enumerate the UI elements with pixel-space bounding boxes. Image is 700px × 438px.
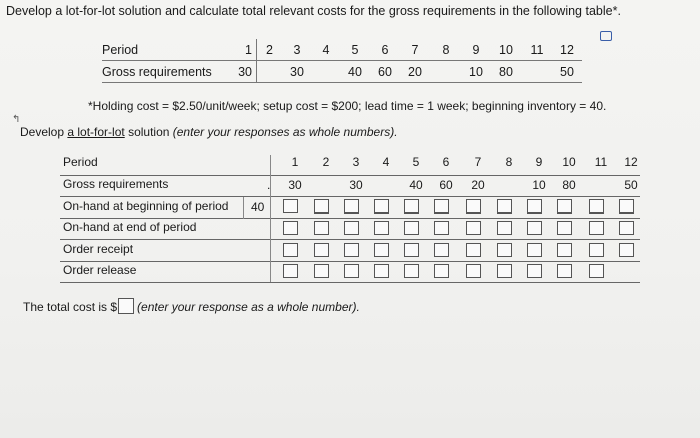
- total-label: The total cost is $: [23, 300, 118, 314]
- period-header: 2: [322, 155, 330, 169]
- order-receipt-input[interactable]: [434, 243, 449, 257]
- order-receipt-input[interactable]: [283, 243, 298, 257]
- row-label: On-hand at end of period: [63, 220, 197, 234]
- gross-value: 80: [562, 178, 576, 192]
- period-cell: 8: [442, 42, 450, 57]
- order-release-input[interactable]: [527, 264, 542, 278]
- order-release-input[interactable]: [589, 264, 604, 278]
- period-header: 11: [594, 155, 608, 169]
- period-header: 10: [562, 155, 576, 169]
- gross-value: 40: [409, 178, 423, 192]
- row-label: Gross requirements: [63, 177, 169, 191]
- total-hint: (enter your response as a whole number).: [137, 300, 360, 314]
- column-divider: [243, 197, 244, 219]
- gross-value: 10: [532, 178, 546, 192]
- on-hand-beginning-input[interactable]: [527, 199, 542, 213]
- order-release-input[interactable]: [557, 264, 572, 278]
- on-hand-end-input[interactable]: [283, 221, 298, 235]
- gross-cell: 50: [560, 64, 574, 79]
- order-release-input[interactable]: [466, 264, 481, 278]
- on-hand-beginning-input[interactable]: [404, 199, 419, 213]
- period-cell: 2: [266, 42, 273, 57]
- row-divider: [60, 175, 640, 176]
- row-label: Order receipt: [63, 242, 134, 256]
- on-hand-beginning-input[interactable]: [434, 199, 449, 213]
- order-release-input[interactable]: [434, 264, 449, 278]
- gross-cell: 30: [290, 64, 304, 79]
- on-hand-beginning-input[interactable]: [557, 199, 572, 213]
- order-release-input[interactable]: [344, 264, 359, 278]
- period-header: 5: [412, 155, 420, 169]
- order-receipt-input[interactable]: [404, 243, 419, 257]
- on-hand-end-input[interactable]: [497, 221, 512, 235]
- on-hand-beginning-input[interactable]: [497, 199, 512, 213]
- on-hand-end-input[interactable]: [434, 221, 449, 235]
- order-release-input[interactable]: [404, 264, 419, 278]
- period-header: 9: [535, 155, 543, 169]
- period-header: 6: [442, 155, 450, 169]
- row-divider: [60, 239, 640, 240]
- row-label: Period: [63, 155, 98, 169]
- gross-cell: [312, 61, 340, 83]
- order-receipt-input[interactable]: [619, 243, 634, 257]
- period-cell: 3: [293, 42, 301, 57]
- on-hand-end-input[interactable]: [314, 221, 329, 235]
- on-hand-end-input[interactable]: [589, 221, 604, 235]
- instruction-lead: Develop: [20, 125, 65, 139]
- on-hand-beginning-input[interactable]: [619, 199, 634, 213]
- row-divider: [60, 261, 640, 262]
- order-receipt-input[interactable]: [497, 243, 512, 257]
- dot-mark: .: [267, 178, 271, 192]
- order-receipt-input[interactable]: [466, 243, 481, 257]
- gross-cell: [257, 61, 283, 83]
- order-release-input[interactable]: [283, 264, 298, 278]
- total-cost-input[interactable]: [118, 298, 134, 314]
- row-divider: [60, 282, 640, 283]
- on-hand-end-input[interactable]: [374, 221, 389, 235]
- row-label: On-hand at beginning of period: [63, 199, 229, 213]
- gross-value: 20: [471, 178, 485, 192]
- on-hand-beginning-input[interactable]: [314, 199, 329, 213]
- period-header: 8: [505, 155, 513, 169]
- row-divider: [60, 196, 640, 197]
- gross-value: 30: [288, 178, 302, 192]
- order-release-input[interactable]: [314, 264, 329, 278]
- period-label: Period: [102, 42, 139, 57]
- period-cell: 7: [411, 42, 419, 57]
- order-receipt-input[interactable]: [374, 243, 389, 257]
- period-header: 1: [291, 155, 299, 169]
- period-cell: 5: [351, 42, 359, 57]
- order-receipt-input[interactable]: [344, 243, 359, 257]
- row-divider: [60, 218, 640, 219]
- gross-cell: 10: [469, 64, 483, 79]
- order-receipt-input[interactable]: [314, 243, 329, 257]
- gross-cell: [522, 61, 552, 83]
- order-receipt-input[interactable]: [527, 243, 542, 257]
- period-cell: 10: [499, 42, 513, 57]
- period-cell: 9: [472, 42, 480, 57]
- on-hand-beginning-input[interactable]: [589, 199, 604, 213]
- total-cost-line: [23, 298, 360, 314]
- on-hand-end-input[interactable]: [557, 221, 572, 235]
- on-hand-beginning-input[interactable]: [374, 199, 389, 213]
- row-label: Order release: [63, 263, 137, 277]
- on-hand-end-input[interactable]: [344, 221, 359, 235]
- cost-note: *Holding cost = $2.50/unit/week; setup cost = $200; lead time = 1 week; beginning inventory = 40.: [88, 99, 607, 113]
- order-release-input[interactable]: [497, 264, 512, 278]
- gross-value: 50: [624, 178, 638, 192]
- instruction-text: [20, 125, 398, 139]
- beginning-inventory: 40: [251, 200, 265, 214]
- gross-cell: 30: [230, 61, 257, 83]
- on-hand-beginning-input[interactable]: [283, 199, 298, 213]
- on-hand-end-input[interactable]: [619, 221, 634, 235]
- gross-label: Gross requirements: [102, 64, 212, 79]
- on-hand-beginning-input[interactable]: [466, 199, 481, 213]
- order-release-input[interactable]: [374, 264, 389, 278]
- gross-cell: 60: [378, 64, 392, 79]
- expand-icon[interactable]: [600, 31, 612, 41]
- on-hand-end-input[interactable]: [527, 221, 542, 235]
- column-divider: [270, 155, 271, 282]
- gross-cell: [430, 61, 462, 83]
- instruction-rest: solution: [124, 125, 173, 139]
- period-cell: 12: [560, 42, 574, 57]
- period-cell: 6: [381, 42, 389, 57]
- table-row: [102, 61, 582, 83]
- on-hand-end-input[interactable]: [404, 221, 419, 235]
- gross-value: 60: [439, 178, 453, 192]
- period-header: 12: [624, 155, 638, 169]
- requirements-table: [102, 39, 582, 83]
- gross-cell: 20: [408, 64, 422, 79]
- period-cell: 4: [322, 42, 330, 57]
- instruction-hint: (enter your responses as whole numbers).: [172, 125, 398, 139]
- period-header: 7: [474, 155, 482, 169]
- table-row: [102, 39, 582, 61]
- gross-cell: 80: [499, 64, 513, 79]
- on-hand-end-input[interactable]: [466, 221, 481, 235]
- order-receipt-input[interactable]: [589, 243, 604, 257]
- order-receipt-input[interactable]: [557, 243, 572, 257]
- gross-cell: 40: [348, 64, 362, 79]
- on-hand-beginning-input[interactable]: [344, 199, 359, 213]
- gross-value: 30: [349, 178, 363, 192]
- period-cell: 11: [530, 42, 544, 57]
- instruction-underlined: a lot-for-lot: [67, 125, 125, 139]
- period-header: 3: [352, 155, 360, 169]
- period-cell: 1: [230, 39, 257, 61]
- question-text: Develop a lot-for-lot solution and calculate total relevant costs for the gross requirements in the following table*.: [6, 4, 621, 18]
- cursor-mark: ↰: [12, 114, 21, 125]
- period-header: 4: [382, 155, 390, 169]
